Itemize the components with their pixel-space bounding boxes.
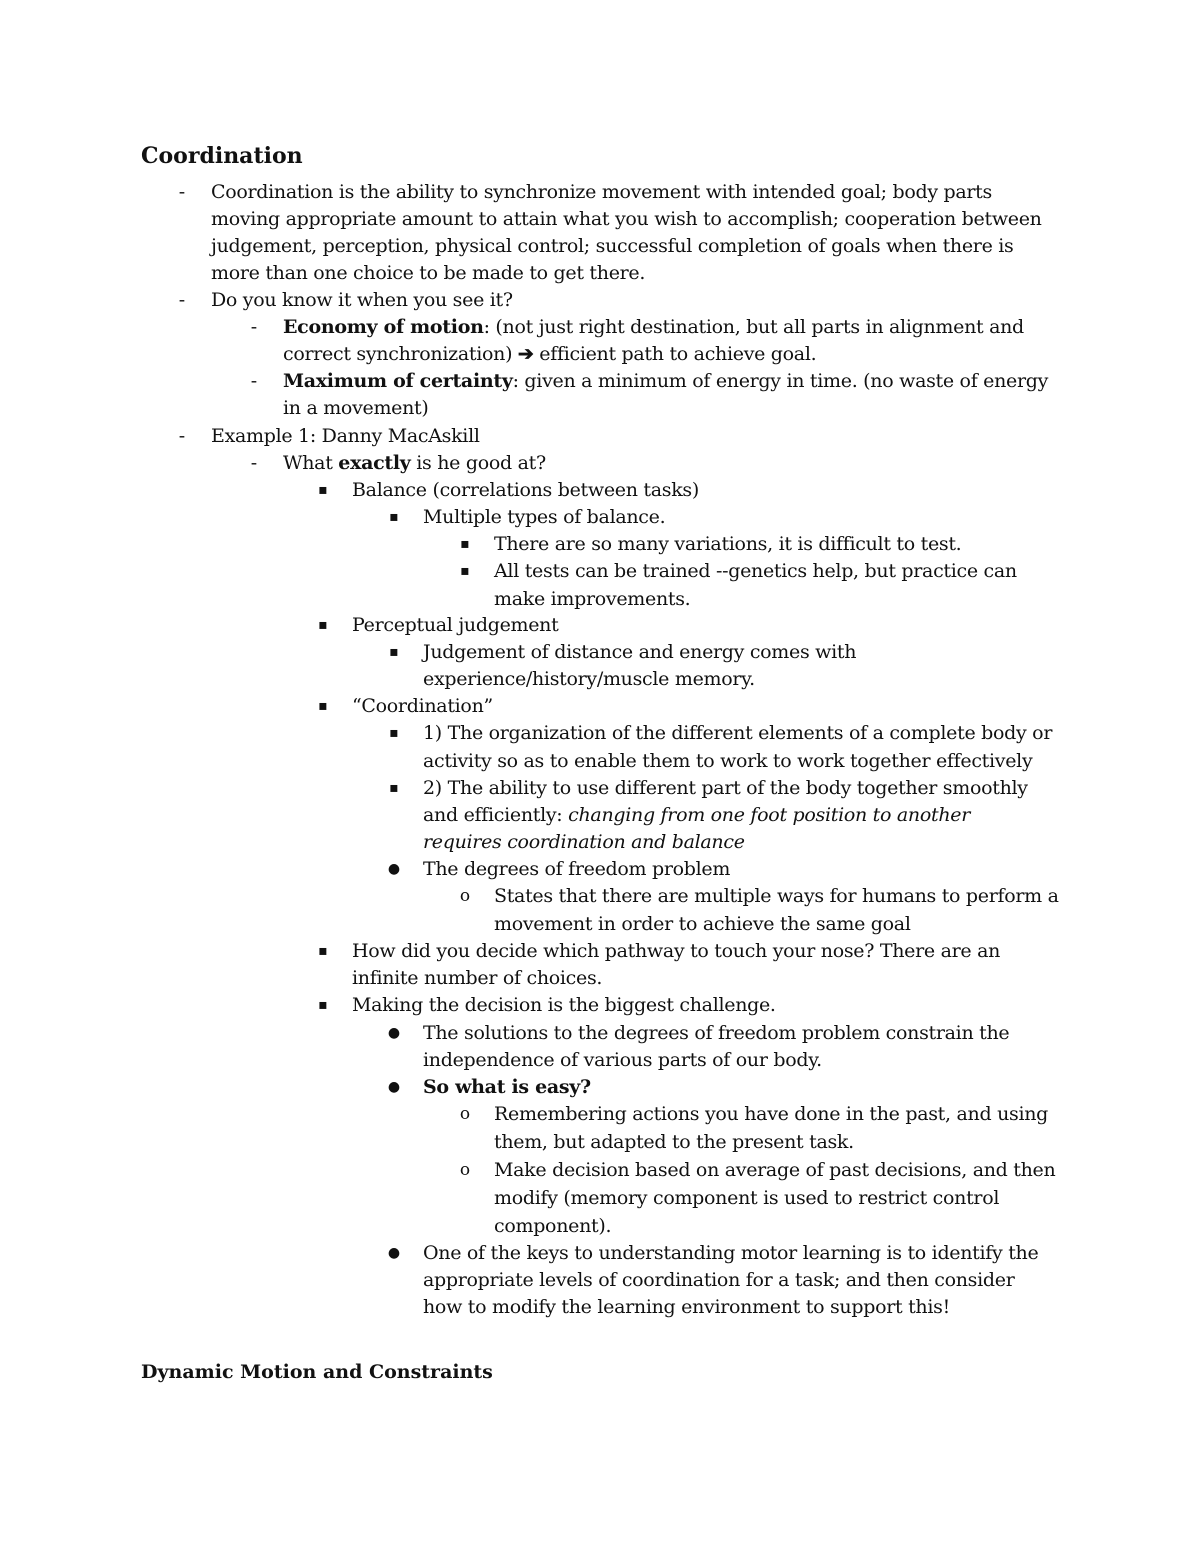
square-bullet-icon: ▪ — [460, 563, 470, 579]
square-bullet-icon: ▪ — [318, 943, 328, 959]
text-line: Coordination is the ability to synchronize movement with intended goal; body parts — [211, 181, 992, 203]
arrow-icon: ➔ — [517, 343, 534, 365]
text-line: States that there are multiple ways for humans to perform a — [494, 885, 1059, 907]
text-line: All tests can be trained --genetics help, but practice can — [494, 560, 1017, 582]
text-line: Make decision based on average of past decisions, and then — [494, 1159, 1056, 1181]
text-line: Maximum of certainty: given a minimum of energy in time. (no waste of energy — [283, 370, 1049, 392]
bullet-icon: ● — [387, 861, 401, 877]
text-line: independence of various parts of our body. — [423, 1049, 822, 1071]
dash-marker: - — [178, 425, 186, 447]
square-bullet-icon: ▪ — [460, 536, 470, 552]
text-line: Remembering actions you have done in the past, and using — [494, 1103, 1049, 1125]
text-line: moving appropriate amount to attain what you wish to accomplish; cooperation between — [211, 208, 1042, 230]
text-line: more than one choice to be made to get there. — [211, 262, 646, 284]
square-bullet-icon: ▪ — [318, 617, 328, 633]
text-line: How did you decide which pathway to touch your nose? There are an — [352, 940, 1001, 962]
circle-bullet-icon: o — [459, 1160, 471, 1180]
text-line: Judgement of distance and energy comes with — [423, 641, 857, 663]
text-line: make improvements. — [494, 588, 691, 610]
circle-bullet-icon: o — [459, 1104, 471, 1124]
square-bullet-icon: ▪ — [389, 780, 399, 796]
text-line: judgement, perception, physical control; successful completion of goals when there is — [211, 235, 1014, 257]
term-economy-of-motion: Economy of motion — [283, 316, 484, 338]
text-line: Economy of motion: (not just right destination, but all parts in alignment and — [283, 316, 1024, 338]
term-maximum-of-certainty: Maximum of certainty — [283, 370, 513, 392]
square-bullet-icon: ▪ — [389, 509, 399, 525]
text-line: in a movement) — [283, 397, 429, 419]
text-line: infinite number of choices. — [352, 967, 603, 989]
text-line: So what is easy? — [423, 1076, 591, 1098]
circle-bullet-icon: o — [459, 886, 471, 906]
dash-marker: - — [250, 452, 258, 474]
text-line: What exactly is he good at? — [283, 452, 546, 474]
text-line: correct synchronization) ➔ efficient path to achieve goal. — [283, 343, 817, 365]
square-bullet-icon: ▪ — [318, 698, 328, 714]
dash-marker: - — [178, 181, 186, 203]
text-line: Example 1: Danny MacAskill — [211, 425, 480, 447]
text-line: “Coordination” — [352, 695, 493, 717]
text-line: Making the decision is the biggest challenge. — [352, 994, 776, 1016]
text-line: 1) The organization of the different elements of a complete body or — [423, 722, 1053, 744]
text-line: One of the keys to understanding motor learning is to identify the — [423, 1242, 1039, 1264]
bullet-icon: ● — [387, 1079, 401, 1095]
square-bullet-icon: ▪ — [389, 644, 399, 660]
square-bullet-icon: ▪ — [318, 997, 328, 1013]
text-line: The degrees of freedom problem — [423, 858, 731, 880]
text-line: Multiple types of balance. — [423, 506, 666, 528]
text-line: Do you know it when you see it? — [211, 289, 513, 311]
dash-marker: - — [178, 289, 186, 311]
text-line: The solutions to the degrees of freedom problem constrain the — [423, 1022, 1010, 1044]
text-line: component). — [494, 1215, 612, 1237]
square-bullet-icon: ▪ — [318, 482, 328, 498]
text-line: appropriate levels of coordination for a task; and then consider — [423, 1269, 1015, 1291]
bullet-icon: ● — [387, 1025, 401, 1041]
text-line: 2) The ability to use different part of the body together smoothly — [423, 777, 1028, 799]
text-line: activity so as to enable them to work to work together effectively — [423, 750, 1033, 772]
square-bullet-icon: ▪ — [389, 725, 399, 741]
heading-dynamic-motion: Dynamic Motion and Constraints — [141, 1361, 493, 1383]
text-line: how to modify the learning environment to support this! — [423, 1296, 950, 1318]
bullet-icon: ● — [387, 1245, 401, 1261]
text-line: Balance (correlations between tasks) — [352, 479, 699, 501]
heading-coordination: Coordination — [141, 143, 303, 169]
text-line: Perceptual judgement — [352, 614, 559, 636]
text-line: There are so many variations, it is difficult to test. — [494, 533, 962, 555]
dash-marker: - — [250, 316, 258, 338]
text-line: modify (memory component is used to restrict control — [494, 1187, 1000, 1209]
text-line: requires coordination and balance — [423, 831, 745, 853]
text-line: experience/history/muscle memory. — [423, 668, 755, 690]
dash-marker: - — [250, 370, 258, 392]
text-line: them, but adapted to the present task. — [494, 1131, 854, 1153]
text-line: movement in order to achieve the same goal — [494, 913, 911, 935]
text-line: and efficiently: changing from one foot position to another — [423, 804, 970, 826]
